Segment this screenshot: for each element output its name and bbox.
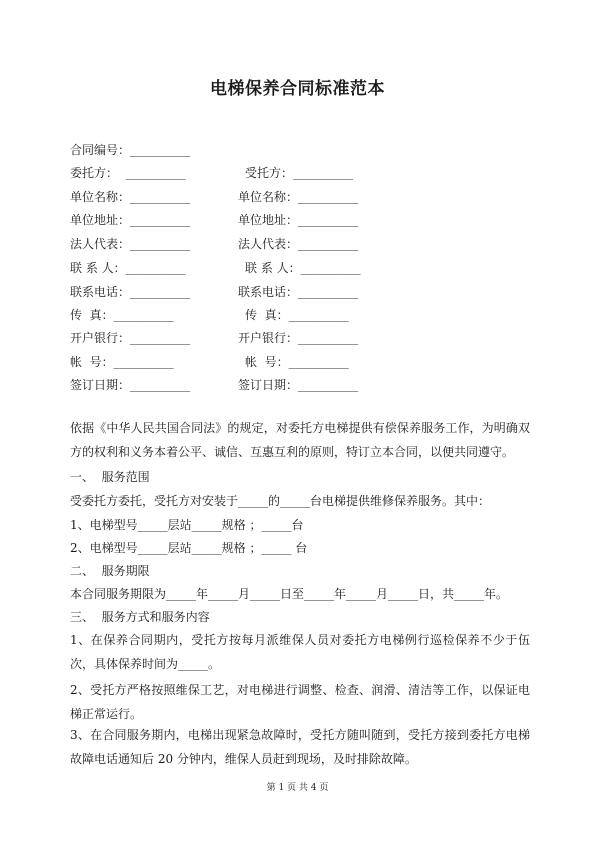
section-3-paragraph-1: 1、在保养合同期内，受托方按每月派维保人员对委托方电梯例行巡检保养不少于伍次，具体保养时间为_____。 — [70, 633, 530, 671]
client-address: 单位地址：__________ — [70, 213, 191, 227]
contractor-company-name: 单位名称：__________ — [238, 190, 359, 204]
section-1-text: 受委托方委托，受托方对安装于_____的_____台电梯提供维修保养服务。其中： — [70, 494, 491, 508]
contractor-label: 受托方：__________ — [245, 166, 354, 180]
section-3-heading: 三、 服务方式和服务内容 — [70, 610, 210, 624]
page-footer: 第 1 页 共 4 页 — [266, 783, 329, 793]
contractor-address: 单位地址：__________ — [238, 213, 359, 227]
section-2-text: 本合同服务期限为_____年_____月_____日至_____年_____月_____日，共_____年。 — [70, 587, 509, 601]
client-phone: 联系电话：__________ — [70, 285, 191, 299]
section-3-paragraph-3: 3、在合同服务期内，电梯出现紧急故障时，受托方随叫随到，受托方接到委托方电梯故障电话通知后 20 分钟内，维保人员赶到现场，及时排除故障。 — [70, 728, 530, 766]
contractor-phone: 联系电话：__________ — [238, 285, 359, 299]
contractor-fax: 传 真：__________ — [245, 308, 349, 322]
section-1-item-1: 1、电梯型号_____层站_____规格 ；_____台 — [70, 518, 304, 532]
contractor-account: 帐 号：__________ — [245, 355, 349, 369]
contractor-bank: 开户银行：__________ — [238, 331, 359, 345]
client-account: 帐 号：__________ — [70, 355, 174, 369]
client-legal-rep: 法人代表：__________ — [70, 237, 191, 251]
client-label: 委托方： __________ — [70, 166, 186, 180]
document-title: 电梯保养合同标准范本 — [210, 79, 385, 99]
client-fax: 传 真：__________ — [70, 308, 174, 322]
client-contact: 联 系 人：__________ — [70, 261, 186, 275]
intro-paragraph: 依据《中华人民共国合同法》的规定，对委托方电梯提供有偿保养服务工作，为明确双方的权利和义务本着公平、诚信、互惠互利的原则，特订立本合同，以便共同遵守。 — [70, 421, 530, 459]
contractor-legal-rep: 法人代表：__________ — [238, 237, 359, 251]
client-company-name: 单位名称：__________ — [70, 190, 191, 204]
section-3-paragraph-2: 2、受托方严格按照维保工艺，对电梯进行调整、检查、润滑、清洁等工作，以保证电梯正常运行。 — [70, 683, 530, 721]
client-sign-date: 签订日期：__________ — [70, 378, 191, 392]
section-1-item-2: 2、电梯型号_____层站_____规格 ；_____ 台 — [70, 541, 308, 555]
section-1-heading: 一、 服务范围 — [70, 470, 150, 484]
contractor-contact: 联 系 人：__________ — [245, 261, 361, 275]
client-bank: 开户银行：__________ — [70, 331, 191, 345]
contract-number-field: 合同编号：__________ — [70, 143, 191, 157]
section-2-heading: 二、 服务期限 — [70, 564, 150, 578]
contractor-sign-date: 签订日期：__________ — [238, 378, 359, 392]
